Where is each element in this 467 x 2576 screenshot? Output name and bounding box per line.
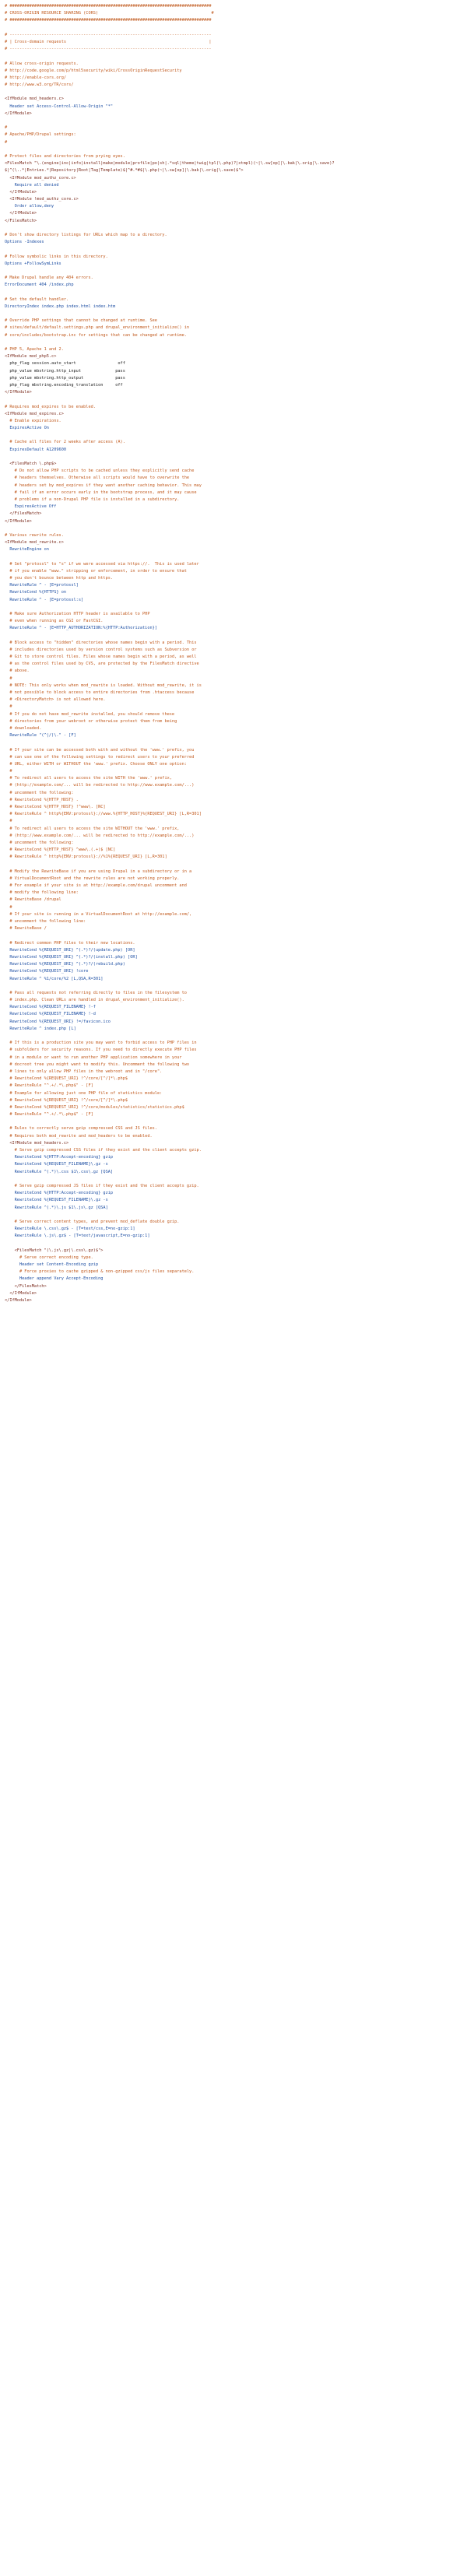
directive-line: Header append Vary Accept-Encoding bbox=[5, 1276, 104, 1282]
blank-line bbox=[5, 1240, 462, 1247]
blank-line bbox=[5, 1033, 462, 1040]
comment-line: # Protect files and directories from prying eyes. bbox=[5, 153, 125, 159]
directive-line: RewriteCond %{REQUEST_FILENAME}\.gz -s bbox=[5, 1198, 108, 1203]
comment-line: # http://www.w3.org/TR/cors/ bbox=[5, 82, 74, 88]
directive-line: RewriteCond %{REQUEST_FILENAME} !-d bbox=[5, 1012, 96, 1017]
comment-line: # Override PHP settings that cannot be changed at runtime. See bbox=[5, 318, 157, 324]
comment-line: # Git to store control files. Files whose names begin with a period, as well bbox=[5, 655, 197, 660]
blank-line bbox=[5, 53, 462, 60]
directive-line: RewriteRule ^ - [E=protossl] bbox=[5, 583, 79, 588]
comment-line: # If your site can be accessed both with and without the 'www.' prefix, you bbox=[5, 747, 195, 753]
comment-line: # CROSS-ORIGIN RESOURCE SHARING (CORS) # bbox=[5, 11, 214, 16]
blank-line bbox=[5, 268, 462, 275]
section-tag-line: </IfModule> bbox=[5, 189, 37, 195]
section-tag-line: </IfModule> bbox=[5, 1297, 32, 1303]
comment-line: # For example if your site is at http://example.com/drupal uncomment and bbox=[5, 883, 187, 889]
section-tag-line: <FilesMatch "\.(engine|inc|info|install|make|module|profile|po|sh|.*sql|theme|twig|tpl(\.php)?|xtmpl)(~|\.sw[op]|\.bak|\.orig|\.save)? bbox=[5, 161, 335, 167]
directive-line: RewriteCond %{REQUEST_FILENAME}\.gz -s bbox=[5, 1162, 108, 1167]
comment-line: # docroot tree you might want to modify this. Uncomment the following two bbox=[5, 1062, 190, 1067]
setting-line: php_value mbstring.http_output pass bbox=[5, 375, 125, 381]
comment-line: # VirtualDocumentRoot and the rewrite rules are not working properly. bbox=[5, 876, 180, 881]
blank-line bbox=[5, 339, 462, 346]
comment-line: # bbox=[5, 819, 12, 824]
section-tag-line: </IfModule> bbox=[5, 111, 32, 116]
comment-line: # Follow symbolic links in this directory. bbox=[5, 254, 108, 259]
comment-line: # Serve gzip compressed JS files if they exist and the client accepts gzip. bbox=[5, 1183, 199, 1188]
comment-line: # Modify the RewriteBase if you are using Drupal in a subdirectory or in a bbox=[5, 869, 192, 874]
comment-line: # To redirect all users to access the site WITHOUT the 'www.' prefix, bbox=[5, 826, 180, 831]
blank-line bbox=[5, 290, 462, 297]
directive-line: RewriteCond %{REQUEST_URI} ^(.*)?/(rebuild.php) bbox=[5, 962, 125, 967]
comment-line: # if you enable "www." stripping or enforcement, in order to ensure that bbox=[5, 568, 187, 574]
comment-line: # RewriteBase /drupal bbox=[5, 897, 61, 903]
directive-line: RewriteRule ^ - [E=protossl:s] bbox=[5, 597, 84, 602]
directive-line: RewriteRule "(^|/)\." - [F] bbox=[5, 733, 76, 739]
comment-line: # Requires mod_expires to be enabled. bbox=[5, 404, 96, 409]
directive-line: Require all denied bbox=[5, 182, 59, 188]
comment-line: # RewriteCond %{HTTP_HOST} !^www\. [NC] bbox=[5, 805, 106, 809]
comment-line: # RewriteCond %{HTTP_HOST} ^www\.(.+)$ [NC] bbox=[5, 848, 116, 853]
comment-line: # index.php. Clean URLs are handled in drupal_environment_initialize(). bbox=[5, 998, 184, 1003]
comment-line: # If this is a production site you may want to forbid access to PHP files in bbox=[5, 1041, 197, 1046]
directive-line: ExpiresActive On bbox=[5, 426, 49, 431]
directive-line: RewriteRule ^(.*)\.css $1\.css\.gz [QSA] bbox=[5, 1169, 114, 1174]
comment-line: # Allow cross-origin requests. bbox=[5, 61, 79, 66]
comment-line: # PHP 5, Apache 1 and 2. bbox=[5, 347, 64, 352]
comment-line: # Pass all requests not referring directly to files in the filesystem to bbox=[5, 990, 187, 995]
section-tag-line: </IfModule> bbox=[5, 1290, 37, 1296]
section-tag-line: <IfModule mod_expires.c> bbox=[5, 411, 64, 416]
blank-line bbox=[5, 983, 462, 990]
comment-line: # bbox=[5, 769, 12, 774]
directive-line: DirectoryIndex index.php index.html index.htm bbox=[5, 304, 116, 309]
directive-line: RewriteCond %{REQUEST_URI} ^(.*)?/(update.php) [OR] bbox=[5, 947, 135, 953]
section-tag-line: <IfModule mod_authz_core.c> bbox=[5, 175, 76, 181]
comment-line: # ---------------------------------------------------------------------------------- bbox=[5, 47, 212, 52]
blank-line bbox=[5, 525, 462, 532]
comment-line: # Make Drupal handle any 404 errors. bbox=[5, 275, 93, 281]
comment-line: # as the control files used by CVS, are protected by the FilesMatch directive bbox=[5, 662, 199, 667]
directive-line: RewriteRule ^ - [E=HTTP_AUTHORIZATION:%{HTTP:Authorization}] bbox=[5, 626, 157, 631]
comment-line: # NOTE: This only works when mod_rewrite is loaded. Without mod_rewrite, it is bbox=[5, 683, 202, 688]
comment-line: # RewriteCond %{REQUEST_URI} !^/core/[^/]*\.php$ bbox=[5, 1097, 128, 1103]
comment-line: # Requires both mod_rewrite and mod_headers to be enabled. bbox=[5, 1133, 153, 1139]
comment-line: # Set the default handler. bbox=[5, 297, 69, 302]
blank-line bbox=[5, 739, 462, 746]
comment-line: # To redirect all users to access the site WITH the 'www.' prefix, bbox=[5, 776, 172, 781]
setting-line: php_flag session.auto_start off bbox=[5, 361, 125, 367]
directive-line: RewriteRule ^ %1/core/%2 [L,QSA,R=301] bbox=[5, 976, 104, 981]
comment-line: # If your site is running in a VirtualDocumentRoot at http://example.com/, bbox=[5, 911, 192, 917]
comment-line: # sites/default/default.settings.php and drupal_environment_initialize() in bbox=[5, 325, 190, 331]
blank-line bbox=[5, 25, 462, 32]
setting-line: php_value mbstring.http_input pass bbox=[5, 368, 125, 374]
directive-line: RewriteCond %{HTTP:Accept-encoding} gzip bbox=[5, 1155, 114, 1160]
comment-line: # Redirect common PHP files to their new locations. bbox=[5, 940, 135, 946]
comment-line: # Block access to "hidden" directories whose names begin with a period. This bbox=[5, 640, 197, 645]
comment-line: # bbox=[5, 139, 8, 145]
comment-line: # Various rewrite rules. bbox=[5, 532, 64, 538]
section-tag-line: $|^(\..*|Entries.*|Repository|Root|Tag|Template)$|^#.*#$|\.php(~|\.sw[op]|\.bak|\.orig|\.save)$"> bbox=[5, 168, 244, 174]
comment-line: # Serve gzip compressed CSS files if they exist and the client accepts gzip. bbox=[5, 1148, 202, 1153]
comment-line: # RewriteRule ^ http%{ENV:protossl}://www.%{HTTP_HOST}%{REQUEST_URI} [L,R=301] bbox=[5, 812, 202, 817]
directive-line: RewriteRule ^(.*)\.js $1\.js\.gz [QSA] bbox=[5, 1205, 108, 1210]
comment-line: # fail if an error occurs early in the bootstrap process, and it may cause bbox=[5, 490, 197, 495]
comment-line: # bbox=[5, 704, 12, 710]
blank-line bbox=[5, 1176, 462, 1183]
comment-line: # you don't bounce between http and https. bbox=[5, 576, 114, 581]
comment-line: # includes directories used by version control systems such as Subversion or bbox=[5, 647, 197, 652]
comment-line: # | Cross-domain requests | bbox=[5, 39, 212, 44]
section-tag-line: </FilesMatch> bbox=[5, 218, 37, 223]
comment-line: # Cache all files for 2 weeks after access (A). bbox=[5, 440, 125, 445]
directive-line: RewriteRule \.css\.gz$ - [T=text/css,E=no-gzip:1] bbox=[5, 1227, 135, 1232]
blank-line bbox=[5, 1212, 462, 1219]
comment-line: # ################################################################################## bbox=[5, 18, 212, 23]
directive-line: RewriteCond %{REQUEST_URI} ^(.*)?/(install.php) [OR] bbox=[5, 954, 138, 960]
section-tag-line: <IfModule mod_rewrite.c> bbox=[5, 540, 64, 546]
section-tag-line: </IfModule> bbox=[5, 211, 37, 216]
section-tag-line: <IfModule mod_php5.c> bbox=[5, 354, 57, 360]
comment-line: # above. bbox=[5, 669, 30, 674]
blank-line bbox=[5, 146, 462, 153]
comment-line: # Serve correct encoding type. bbox=[5, 1255, 93, 1260]
directive-line: RewriteCond %{HTTPS} on bbox=[5, 590, 67, 595]
comment-line: # not possible to block access to entire directories from .htaccess because bbox=[5, 690, 195, 695]
comment-line: # even when running as CGI or FastCGI. bbox=[5, 619, 104, 624]
directive-line: ExpiresDefault A1209600 bbox=[5, 447, 67, 452]
comment-line: # problems if a non-Drupal PHP file is installed in a subdirectory. bbox=[5, 497, 180, 502]
section-tag-line: <IfModule mod_headers.c> bbox=[5, 97, 64, 102]
comment-line: # Set "protossl" to "s" if we were accessed via https://. This is used later bbox=[5, 561, 199, 567]
comment-line: # Don't show directory listings for URLs which map to a directory. bbox=[5, 233, 167, 237]
comment-line: # uncomment the following line: bbox=[5, 919, 86, 924]
comment-line: # (http://example.com/... will be redirected to http://www.example.com/...) bbox=[5, 783, 195, 788]
comment-line: # Do not allow PHP scripts to be cached unless they explicitly send cache bbox=[5, 469, 195, 474]
comment-line: # http://code.google.com/p/html5security/wiki/CrossOriginRequestSecurity bbox=[5, 68, 182, 73]
directive-line: RewriteCond %{REQUEST_URI} !core bbox=[5, 969, 89, 974]
blank-line bbox=[5, 246, 462, 253]
comment-line: # ---------------------------------------------------------------------------------- bbox=[5, 32, 212, 37]
comment-line: # subfolders for security reasons. If you need to directly execute PHP files bbox=[5, 1048, 197, 1053]
section-tag-line: <IfModule mod_headers.c> bbox=[5, 1140, 69, 1146]
comment-line: # bbox=[5, 125, 8, 131]
comment-line: # bbox=[5, 676, 12, 681]
comment-line: # bbox=[5, 904, 12, 910]
comment-line: # URL, either WITH or WITHOUT the 'www.' prefix. Choose ONLY one option: bbox=[5, 761, 187, 767]
blank-line bbox=[5, 454, 462, 461]
comment-line: # RewriteBase / bbox=[5, 926, 47, 932]
comment-line: # core/includes/bootstrap.inc for settings that can be changed at runtime. bbox=[5, 332, 187, 338]
comment-line: # in a module or want to run another PHP application somewhere in your bbox=[5, 1055, 182, 1060]
comment-line: # can use one of the following settings to redirect users to your preferred bbox=[5, 754, 195, 760]
comment-line: # (http://www.example.com/... will be redirected to http://example.com/...) bbox=[5, 833, 195, 838]
comment-line: # Rules to correctly serve gzip compressed CSS and JS files. bbox=[5, 1126, 157, 1132]
comment-line: # headers themselves. Otherwise all scripts would have to overwrite the bbox=[5, 476, 190, 481]
blank-line bbox=[5, 604, 462, 611]
directive-line: RewriteRule ^ index.php [L] bbox=[5, 1026, 76, 1031]
directive-line: Order allow,deny bbox=[5, 204, 54, 209]
section-tag-line: <IfModule !mod_authz_core.c> bbox=[5, 197, 79, 202]
comment-line: # lines to only allow PHP files in the webroot and in "/core". bbox=[5, 1069, 163, 1074]
comment-line: # http://enable-cors.org/ bbox=[5, 75, 67, 80]
blank-line bbox=[5, 311, 462, 318]
section-tag-line: </FilesMatch> bbox=[5, 1283, 47, 1289]
blank-line bbox=[5, 633, 462, 640]
directive-line: Options +FollowSymLinks bbox=[5, 261, 61, 266]
comment-line: # downloaded. bbox=[5, 725, 42, 731]
section-tag-line: </FilesMatch> bbox=[5, 511, 42, 517]
setting-line: php_flag mbstring.encoding_translation off bbox=[5, 382, 123, 388]
directive-line: Header set Content-Encoding gzip bbox=[5, 1262, 99, 1267]
comment-line: # RewriteCond %{REQUEST_URI} !^/core/modules/statistics/statistics.php$ bbox=[5, 1104, 184, 1110]
blank-line bbox=[5, 89, 462, 96]
blank-line bbox=[5, 932, 462, 939]
comment-line: # uncomment the following: bbox=[5, 790, 74, 795]
directive-line: RewriteCond %{REQUEST_URI} !=/favicon.ico bbox=[5, 1019, 111, 1024]
blank-line bbox=[5, 118, 462, 125]
comment-line: # Example for allowing just one PHP file of statistics module: bbox=[5, 1090, 163, 1096]
directive-line: RewriteCond %{HTTP:Accept-encoding} gzip bbox=[5, 1191, 114, 1196]
comment-line: # Force proxies to cache gzipped & non-gzipped css/js files separately. bbox=[5, 1269, 195, 1275]
comment-line: # RewriteCond %{HTTP_HOST} . bbox=[5, 797, 79, 802]
comment-line: # RewriteRule ^ http%{ENV:protossl}://%1%{REQUEST_URI} [L,R=301] bbox=[5, 855, 167, 860]
directive-line: RewriteCond %{REQUEST_FILENAME} !-f bbox=[5, 1005, 96, 1010]
directive-line: ExpiresActive Off bbox=[5, 504, 57, 510]
comment-line: # RewriteCond %{REQUEST_URI} !^/core/[^/]*\.php$ bbox=[5, 1076, 128, 1082]
section-tag-line: </IfModule> bbox=[5, 390, 32, 395]
section-tag-line: <FilesMatch \.php$> bbox=[5, 462, 57, 466]
comment-line: # Apache/PHP/Drupal settings: bbox=[5, 132, 76, 138]
comment-line: # If you do not have mod_rewrite installed, you should remove these bbox=[5, 711, 175, 717]
section-tag-line: </IfModule> bbox=[5, 518, 32, 524]
blank-line bbox=[5, 553, 462, 560]
comment-line: # Serve correct content types, and prevent mod_deflate double gzip. bbox=[5, 1219, 180, 1224]
comment-line: # directories from your webroot or otherwise protect them from being bbox=[5, 718, 177, 724]
comment-line: # RewriteRule "^.+/.*\.php$" - [F] bbox=[5, 1112, 93, 1118]
directive-line: Options -Indexes bbox=[5, 240, 44, 245]
directive-line: ErrorDocument 404 /index.php bbox=[5, 283, 74, 288]
directive-line: RewriteRule \.js\.gz$ - [T=text/javascript,E=no-gzip:1] bbox=[5, 1234, 150, 1239]
blank-line bbox=[5, 225, 462, 232]
comment-line: # uncomment the following: bbox=[5, 840, 74, 845]
comment-line: # ################################################################################## bbox=[5, 4, 212, 9]
comment-line: # <DirectoryMatch> is not allowed here. bbox=[5, 697, 106, 703]
comment-line: # headers set by mod_expires if they want another caching behavior. This may bbox=[5, 483, 202, 488]
comment-line: # RewriteRule "^.+/.*\.php$" - [F] bbox=[5, 1083, 93, 1089]
blank-line bbox=[5, 396, 462, 403]
section-tag-line: <FilesMatch "(\.js\.gz|\.css\.gz)$"> bbox=[5, 1248, 104, 1253]
blank-line bbox=[5, 432, 462, 439]
directive-line: RewriteEngine on bbox=[5, 547, 49, 553]
comment-line: # modify the following line: bbox=[5, 890, 79, 896]
comment-line: # Make sure Authorization HTTP header is available to PHP bbox=[5, 611, 150, 616]
blank-line bbox=[5, 1118, 462, 1125]
directive-line: Header set Access-Control-Allow-Origin "*" bbox=[5, 104, 114, 109]
comment-line: # Enable expirations. bbox=[5, 418, 61, 423]
blank-line bbox=[5, 862, 462, 869]
